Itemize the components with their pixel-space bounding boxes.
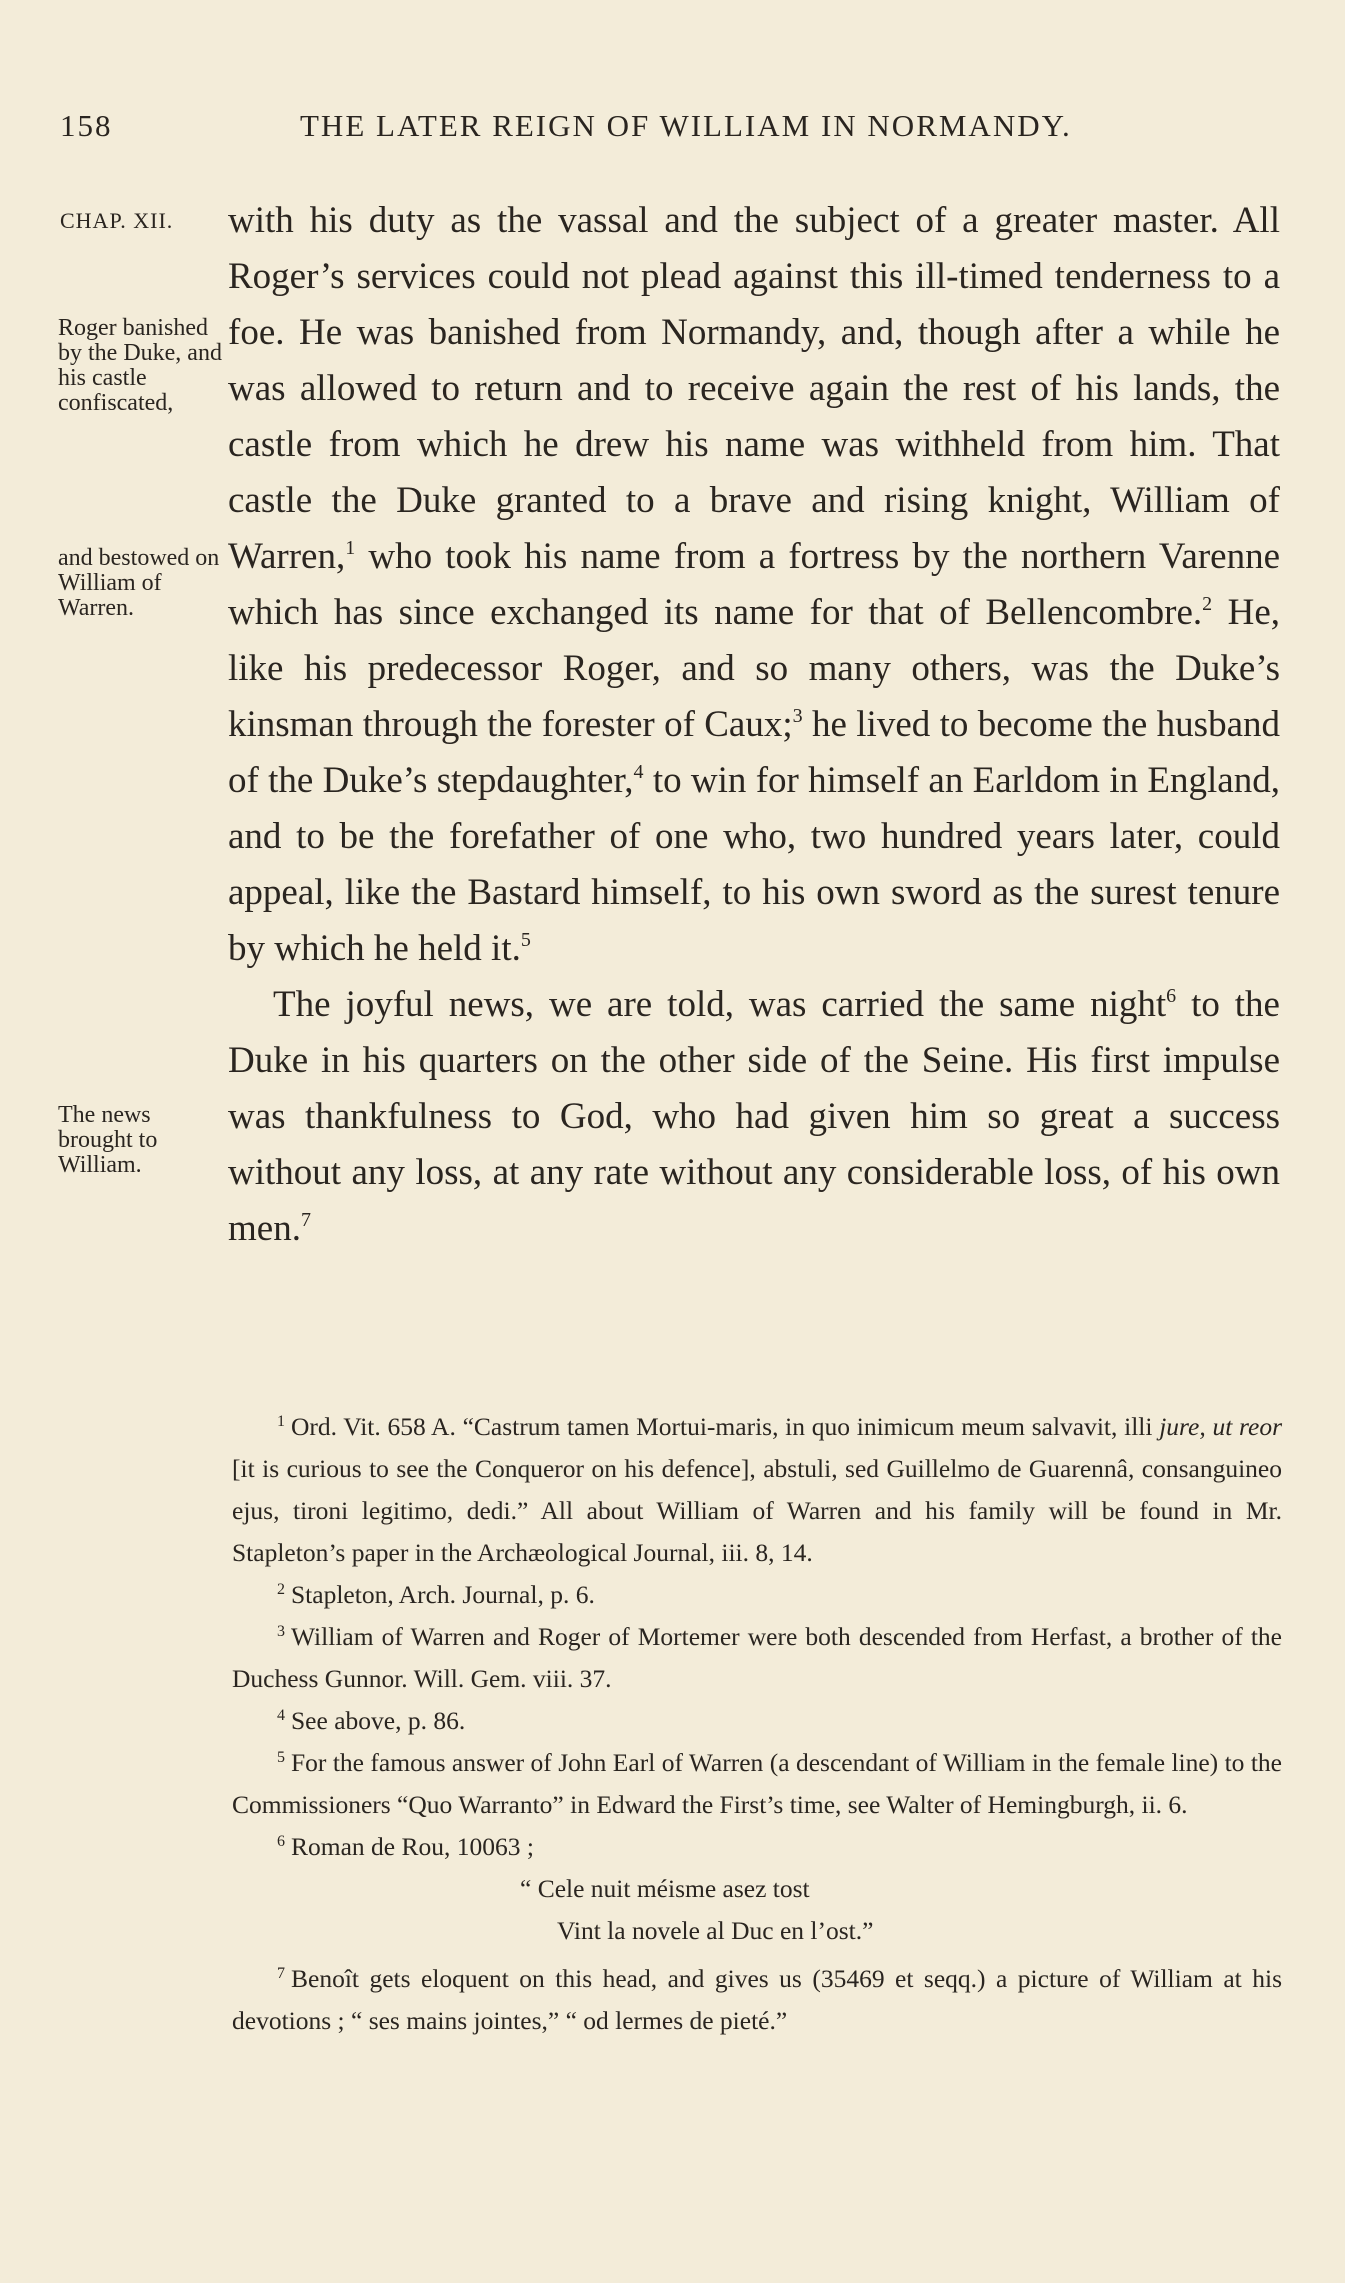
sidenote-roger-banished: Roger banished by the Duke, and his castle confiscated, [58, 315, 222, 416]
footnote-ref: 6 [1166, 985, 1177, 1007]
footnote-1: $^1$ Ord. Vit. 658 A. “Castrum tamen Mortui-maris, in quo inimicum meum salvavit, illi jure, ut reor [it is curious to see the Conqueror on his defence], abstuli, sed Guillelmo de Guarennâ, consanguineo ejus, tironi legitimo, dedi.” All about William of Warren and his family will be found in Mr. Stapleton’s paper in the Archæological Journal, iii. 8, 14. [232, 1412, 1282, 1567]
paragraph: The joyful news, we are told, was carried the same night$^6$ to the Duke in his quarters on the other side of the Seine. His first impulse was thankfulness to God, who had given him so great a success without any loss, at any rate without any considerable loss, of his own men.$^7$ [228, 984, 1280, 1249]
footnote-ref: 1 [345, 537, 356, 559]
footnote-6: $^6$ Roman de Rou, 10063 ; [277, 1832, 534, 1861]
page-number: 158 [60, 108, 113, 143]
main-text [228, 193, 1280, 1257]
footnote-ref: 5 [520, 929, 531, 951]
verse-line-1: “ Cele nuit méisme asez tost [520, 1874, 810, 1903]
paragraph: with his duty as the vassal and the subject of a greater master. All Roger’s services could not plead against this ill-timed tenderness to a foe. He was banished from Normandy, and, though after a while he was allowed to return and to receive again the rest of his lands, the castle from which he drew his name was withheld from him. That castle the Duke granted to a brave and rising knight, William of Warren,$^1$ who took his name from a fortress by the northern Varenne which has since exchanged its name for that of Bellencombre.$^2$ He, like his predecessor Roger, and so many others, was the Duke’s kinsman through the forester of Caux;$^3$ he lived to become the husband of the Duke’s stepdaughter,$^4$ to win for himself an Earldom in England, and to be the forefather of one who, two hundred years later, could appeal, like the Bastard himself, to his own sword as the surest tenure by which he held it.$^5$ [228, 200, 1281, 969]
footnote-3: $^3$ William of Warren and Roger of Mortemer were both descended from Herfast, a brother of the Duchess Gunnor. Will. Gem. viii. 37. [232, 1622, 1282, 1693]
footnote-2: $^2$ Stapleton, Arch. Journal, p. 6. [277, 1580, 595, 1609]
footnote-4: $^4$ See above, p. 86. [277, 1706, 466, 1735]
running-title: THE LATER REIGN OF WILLIAM IN NORMANDY. [300, 108, 1072, 143]
footnote-ref: 7 [300, 1209, 311, 1231]
footnote-7: $^7$ Benoît gets eloquent on this head, and gives us (35469 et seqq.) a picture of William at his devotions ; “ ses mains jointes,” “ od lermes de pieté.” [232, 1964, 1282, 2035]
sidenote-news-brought: The news brought to William. [58, 1102, 158, 1178]
footnote-ref: 3 [792, 705, 803, 727]
sidenote-bestowed-on-william: and bestowed on William of Warren. [58, 545, 220, 621]
footnote-ref: 4 [633, 761, 644, 783]
footnote-5: $^5$ For the famous answer of John Earl of Warren (a descendant of William in the female line) to the Commissioners “Quo Warranto” in Edward the First’s time, see Walter of Hemingburgh, ii. 6. [232, 1748, 1282, 1819]
chapter-label: CHAP. XII. [60, 208, 174, 233]
verse-line-2: Vint la novele al Duc en l’ost.” [557, 1916, 874, 1945]
footnote-ref: 2 [1202, 593, 1213, 615]
footnotes [232, 1406, 1282, 2042]
page-header [60, 100, 1280, 150]
